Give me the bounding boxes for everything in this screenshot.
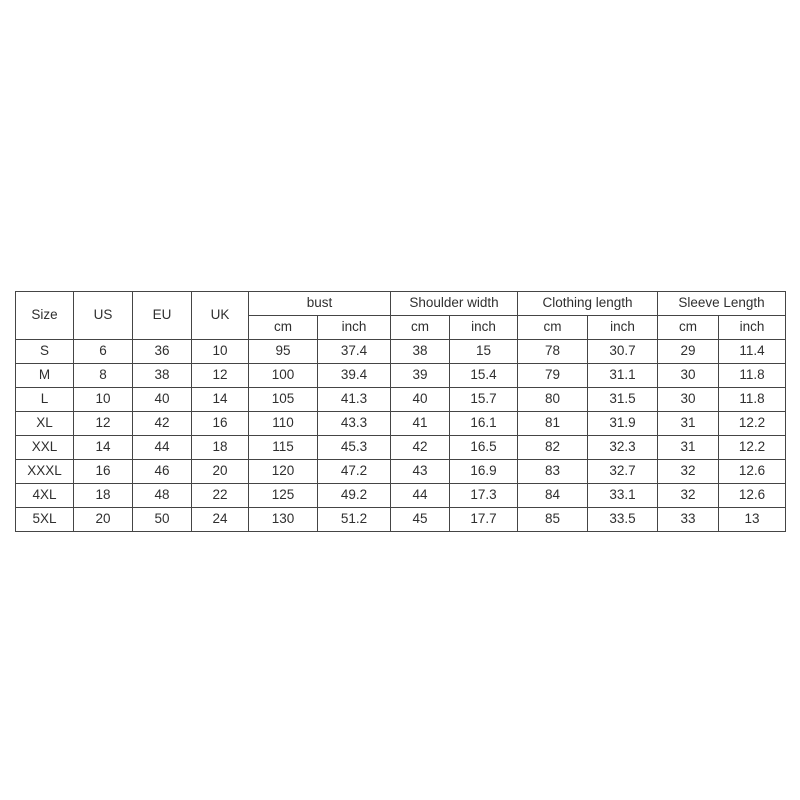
value-cell: 16: [74, 460, 133, 484]
value-cell: 120: [249, 460, 318, 484]
value-cell: 105: [249, 388, 318, 412]
value-cell: 130: [249, 508, 318, 532]
value-cell: 80: [518, 388, 588, 412]
value-cell: 43.3: [318, 412, 391, 436]
unit-header-clothing-cm: cm: [518, 316, 588, 340]
value-cell: 82: [518, 436, 588, 460]
size-chart-header: [16, 292, 786, 340]
table-row: [16, 460, 786, 484]
value-cell: 36: [133, 340, 192, 364]
value-cell: 32.7: [588, 460, 658, 484]
value-cell: 12.6: [719, 460, 786, 484]
value-cell: 115: [249, 436, 318, 460]
value-cell: 40: [133, 388, 192, 412]
size-cell: 4XL: [16, 484, 74, 508]
value-cell: 31: [658, 412, 719, 436]
col-header-bust: bust: [249, 292, 391, 316]
value-cell: 45.3: [318, 436, 391, 460]
value-cell: 20: [192, 460, 249, 484]
value-cell: 30: [658, 364, 719, 388]
value-cell: 40: [391, 388, 450, 412]
value-cell: 18: [192, 436, 249, 460]
size-cell: S: [16, 340, 74, 364]
value-cell: 12: [192, 364, 249, 388]
value-cell: 85: [518, 508, 588, 532]
value-cell: 8: [74, 364, 133, 388]
value-cell: 14: [192, 388, 249, 412]
value-cell: 42: [391, 436, 450, 460]
table-row: [16, 364, 786, 388]
value-cell: 43: [391, 460, 450, 484]
size-cell: XXL: [16, 436, 74, 460]
value-cell: 17.7: [450, 508, 518, 532]
size-chart-table: [15, 291, 786, 532]
value-cell: 46: [133, 460, 192, 484]
value-cell: 33: [658, 508, 719, 532]
value-cell: 11.8: [719, 364, 786, 388]
value-cell: 78: [518, 340, 588, 364]
value-cell: 15.4: [450, 364, 518, 388]
unit-header-sleeve-inch: inch: [719, 316, 786, 340]
value-cell: 47.2: [318, 460, 391, 484]
col-header-clothing-length: Clothing length: [518, 292, 658, 316]
value-cell: 51.2: [318, 508, 391, 532]
unit-header-bust-cm: cm: [249, 316, 318, 340]
value-cell: 95: [249, 340, 318, 364]
value-cell: 41: [391, 412, 450, 436]
header-group-row: [16, 292, 786, 316]
size-cell: M: [16, 364, 74, 388]
col-header-sleeve-length: Sleeve Length: [658, 292, 786, 316]
value-cell: 16.1: [450, 412, 518, 436]
value-cell: 10: [74, 388, 133, 412]
col-header-size: Size: [16, 292, 74, 340]
value-cell: 45: [391, 508, 450, 532]
value-cell: 33.5: [588, 508, 658, 532]
value-cell: 12.6: [719, 484, 786, 508]
unit-header-shoulder-cm: cm: [391, 316, 450, 340]
value-cell: 31.9: [588, 412, 658, 436]
value-cell: 14: [74, 436, 133, 460]
value-cell: 12: [74, 412, 133, 436]
table-row: [16, 412, 786, 436]
value-cell: 12.2: [719, 412, 786, 436]
unit-header-bust-inch: inch: [318, 316, 391, 340]
value-cell: 38: [391, 340, 450, 364]
value-cell: 10: [192, 340, 249, 364]
col-header-us: US: [74, 292, 133, 340]
value-cell: 44: [133, 436, 192, 460]
value-cell: 84: [518, 484, 588, 508]
value-cell: 32.3: [588, 436, 658, 460]
value-cell: 48: [133, 484, 192, 508]
unit-header-clothing-inch: inch: [588, 316, 658, 340]
size-cell: 5XL: [16, 508, 74, 532]
value-cell: 17.3: [450, 484, 518, 508]
size-cell: XL: [16, 412, 74, 436]
value-cell: 39.4: [318, 364, 391, 388]
value-cell: 15.7: [450, 388, 518, 412]
value-cell: 11.8: [719, 388, 786, 412]
size-cell: XXXL: [16, 460, 74, 484]
value-cell: 13: [719, 508, 786, 532]
value-cell: 125: [249, 484, 318, 508]
size-cell: L: [16, 388, 74, 412]
value-cell: 31.5: [588, 388, 658, 412]
value-cell: 39: [391, 364, 450, 388]
value-cell: 15: [450, 340, 518, 364]
unit-header-shoulder-inch: inch: [450, 316, 518, 340]
value-cell: 79: [518, 364, 588, 388]
value-cell: 22: [192, 484, 249, 508]
value-cell: 31: [658, 436, 719, 460]
value-cell: 30.7: [588, 340, 658, 364]
value-cell: 31.1: [588, 364, 658, 388]
unit-header-sleeve-cm: cm: [658, 316, 719, 340]
value-cell: 37.4: [318, 340, 391, 364]
value-cell: 110: [249, 412, 318, 436]
col-header-eu: EU: [133, 292, 192, 340]
value-cell: 50: [133, 508, 192, 532]
value-cell: 12.2: [719, 436, 786, 460]
value-cell: 29: [658, 340, 719, 364]
value-cell: 38: [133, 364, 192, 388]
value-cell: 20: [74, 508, 133, 532]
table-row: [16, 484, 786, 508]
table-row: [16, 436, 786, 460]
value-cell: 44: [391, 484, 450, 508]
value-cell: 6: [74, 340, 133, 364]
value-cell: 41.3: [318, 388, 391, 412]
value-cell: 16.5: [450, 436, 518, 460]
table-row: [16, 508, 786, 532]
col-header-uk: UK: [192, 292, 249, 340]
value-cell: 16: [192, 412, 249, 436]
value-cell: 11.4: [719, 340, 786, 364]
table-row: [16, 388, 786, 412]
size-chart-body: [16, 340, 786, 532]
value-cell: 30: [658, 388, 719, 412]
value-cell: 81: [518, 412, 588, 436]
value-cell: 83: [518, 460, 588, 484]
table-row: [16, 340, 786, 364]
value-cell: 24: [192, 508, 249, 532]
value-cell: 49.2: [318, 484, 391, 508]
value-cell: 33.1: [588, 484, 658, 508]
value-cell: 32: [658, 460, 719, 484]
value-cell: 16.9: [450, 460, 518, 484]
value-cell: 32: [658, 484, 719, 508]
value-cell: 42: [133, 412, 192, 436]
value-cell: 18: [74, 484, 133, 508]
value-cell: 100: [249, 364, 318, 388]
col-header-shoulder-width: Shoulder width: [391, 292, 518, 316]
